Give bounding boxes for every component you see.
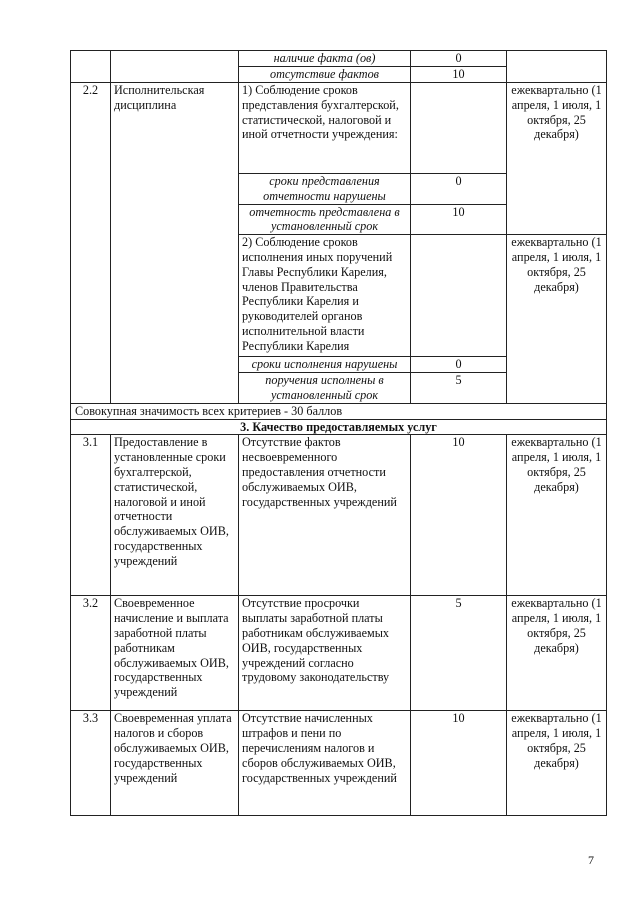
sub-criterion-cell: сроки представления отчетности нарушены <box>239 174 411 205</box>
score-cell: 10 <box>411 67 507 83</box>
score-cell: 0 <box>411 174 507 205</box>
period-cell: ежеквартально (1 апреля, 1 июля, 1 октября, 25 декабря) <box>507 596 607 711</box>
sub-criterion-cell: отчетность представлена в установленный срок <box>239 204 411 235</box>
criterion-text-cell: Отсутствие фактов несвоевременного предоставления отчетности обслуживаемых ОИВ, государственных учреждений <box>239 435 411 596</box>
criterion-name-cell: Исполнительская дисциплина <box>111 83 239 404</box>
score-cell: 0 <box>411 357 507 373</box>
score-cell: 10 <box>411 204 507 235</box>
criterion-name-cell: Своевременное начисление и выплата заработной платы работникам обслуживаемых ОИВ, государственных учреждений <box>111 596 239 711</box>
row-number-cell: 3.1 <box>71 435 111 596</box>
page-number: 7 <box>588 853 594 867</box>
sub-criterion-cell: поручения исполнены в установленный срок <box>239 373 411 404</box>
table-row <box>71 435 607 596</box>
score-cell: 0 <box>411 51 507 67</box>
table-row <box>71 51 607 67</box>
criteria-table <box>70 50 607 816</box>
score-cell: 10 <box>411 435 507 596</box>
period-cell: ежеквартально (1 апреля, 1 июля, 1 октября, 25 декабря) <box>507 235 607 404</box>
period-cell <box>507 51 607 83</box>
sub-criterion-cell: наличие факта (ов) <box>239 51 411 67</box>
sub-criterion-cell: отсутствие фактов <box>239 67 411 83</box>
row-number-cell <box>71 51 111 83</box>
table-row <box>71 83 607 174</box>
criterion-text-cell: 2) Соблюдение сроков исполнения иных поручений Главы Республики Карелия, членов Правительства Республики Карелия и руководителей органов исполнительной власти Республики Карелия <box>239 235 411 357</box>
criterion-text-cell: Отсутствие начисленных штрафов и пени по перечислениям налогов и сборов обслуживаемых ОИВ, государственных учреждений <box>239 711 411 816</box>
criterion-name-cell: Своевременная уплата налогов и сборов обслуживаемых ОИВ, государственных учреждений <box>111 711 239 816</box>
section-heading: 3. Качество предоставляемых услуг <box>71 419 607 435</box>
score-cell <box>411 235 507 357</box>
score-cell: 5 <box>411 373 507 404</box>
score-cell: 5 <box>411 596 507 711</box>
table-row <box>71 419 607 435</box>
criterion-name-cell: Предоставление в установленные сроки бухгалтерской, статистической, налоговой и иной отчетности обслуживаемых ОИВ, государственных учреждений <box>111 435 239 596</box>
row-number-cell: 3.2 <box>71 596 111 711</box>
total-significance: Совокупная значимость всех критериев - 30 баллов <box>71 403 607 419</box>
sub-criterion-cell: сроки исполнения нарушены <box>239 357 411 373</box>
row-number-cell: 2.2 <box>71 83 111 404</box>
table-row <box>71 711 607 816</box>
period-cell: ежеквартально (1 апреля, 1 июля, 1 октября, 25 декабря) <box>507 711 607 816</box>
table-row <box>71 596 607 711</box>
score-cell: 10 <box>411 711 507 816</box>
score-cell <box>411 83 507 174</box>
criterion-text-cell: Отсутствие просрочки выплаты заработной платы работникам обслуживаемых ОИВ, государственных учреждений согласно трудовому законодательству <box>239 596 411 711</box>
row-number-cell: 3.3 <box>71 711 111 816</box>
criterion-name-cell <box>111 51 239 83</box>
criterion-text-cell: 1) Соблюдение сроков представления бухгалтерской, статистической, налоговой и иной отчетности учреждения: <box>239 83 411 174</box>
period-cell: ежеквартально (1 апреля, 1 июля, 1 октября, 25 декабря) <box>507 435 607 596</box>
period-cell: ежеквартально (1 апреля, 1 июля, 1 октября, 25 декабря) <box>507 83 607 235</box>
table-row <box>71 403 607 419</box>
